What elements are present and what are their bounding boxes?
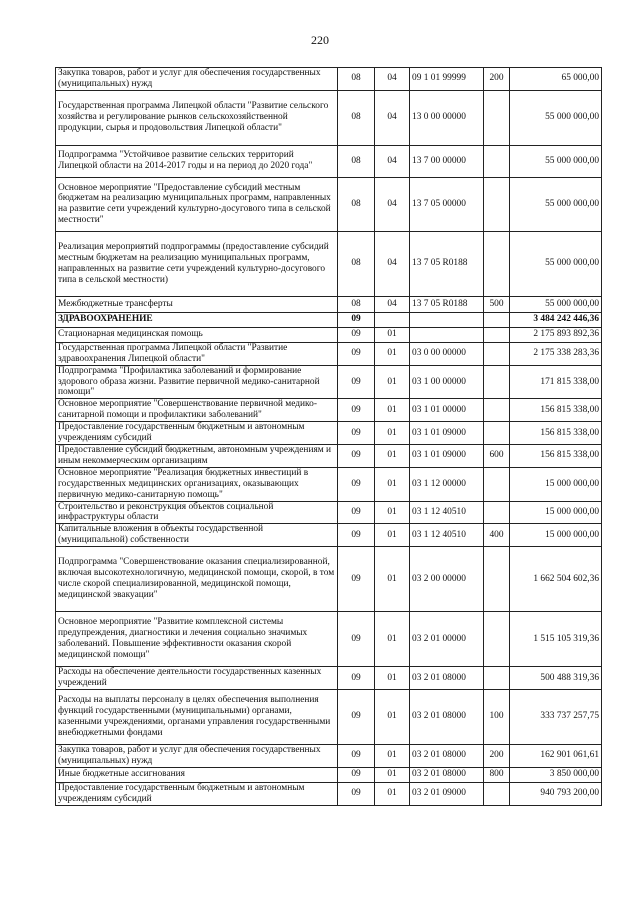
row-subsection: 04	[375, 231, 410, 296]
row-target-code: 03 2 01 00000	[410, 612, 484, 667]
row-target-code: 03 1 00 00000	[410, 365, 484, 399]
row-subsection: 01	[375, 501, 410, 524]
row-section: 08	[338, 296, 375, 312]
table-row	[56, 444, 602, 467]
row-expense-type	[484, 90, 510, 145]
row-amount: 55 000 000,00	[510, 145, 602, 177]
row-amount: 15 000 000,00	[510, 524, 602, 547]
row-section: 09	[338, 524, 375, 547]
table-row	[56, 68, 602, 91]
row-name: Закупка товаров, работ и услуг для обеспечения государственных (муниципальных) нужд	[56, 68, 338, 91]
table-row	[56, 689, 602, 744]
row-subsection: 01	[375, 767, 410, 782]
row-expense-type	[484, 667, 510, 690]
row-name: Подпрограмма "Профилактика заболеваний и формирование здорового образа жизни. Развитие первичной медико-санитарной помощи"	[56, 365, 338, 399]
row-subsection: 01	[375, 422, 410, 445]
row-name: Подпрограмма "Совершенствование оказания специализированной, включая высокотехнологичную, медицинской помощи, скорой, в том числе скорой специализированной, медицинской помощи, медицинской эвакуации"	[56, 547, 338, 612]
row-name: Предоставление государственным бюджетным и автономным учреждениям субсидий	[56, 782, 338, 805]
row-amount: 55 000 000,00	[510, 296, 602, 312]
row-subsection: 01	[375, 782, 410, 805]
row-section: 09	[338, 365, 375, 399]
table-row	[56, 612, 602, 667]
row-subsection: 04	[375, 68, 410, 91]
row-amount: 1 662 504 602,36	[510, 547, 602, 612]
table-row	[56, 90, 602, 145]
row-target-code: 13 7 05 R0188	[410, 231, 484, 296]
table-row	[56, 231, 602, 296]
row-subsection: 01	[375, 524, 410, 547]
table-row	[56, 399, 602, 422]
row-name: Расходы на обеспечение деятельности государственных казенных учреждений	[56, 667, 338, 690]
row-subsection: 01	[375, 667, 410, 690]
row-subsection: 01	[375, 327, 410, 342]
row-target-code: 03 2 01 08000	[410, 689, 484, 744]
row-name: Закупка товаров, работ и услуг для обеспечения государственных (муниципальных) нужд	[56, 744, 338, 767]
row-subsection: 04	[375, 296, 410, 312]
row-section: 08	[338, 177, 375, 231]
row-section: 09	[338, 444, 375, 467]
row-section: 09	[338, 767, 375, 782]
row-expense-type	[484, 422, 510, 445]
row-amount: 500 488 319,36	[510, 667, 602, 690]
row-section: 09	[338, 399, 375, 422]
row-section: 09	[338, 667, 375, 690]
row-target-code: 03 1 01 09000	[410, 422, 484, 445]
table-row	[56, 327, 602, 342]
row-section: 09	[338, 327, 375, 342]
page-number: 220	[311, 33, 329, 47]
row-amount: 333 737 257,75	[510, 689, 602, 744]
row-target-code: 03 1 12 40510	[410, 524, 484, 547]
row-amount: 171 815 338,00	[510, 365, 602, 399]
row-amount: 2 175 893 892,36	[510, 327, 602, 342]
table-row	[56, 501, 602, 524]
row-name: Иные бюджетные ассигнования	[56, 767, 338, 782]
row-expense-type: 200	[484, 68, 510, 91]
row-name: Подпрограмма "Устойчивое развитие сельских территорий Липецкой области на 2014-2017 годы и на период до 2020 года"	[56, 145, 338, 177]
row-amount: 15 000 000,00	[510, 467, 602, 501]
row-target-code: 03 2 00 00000	[410, 547, 484, 612]
row-section: 08	[338, 231, 375, 296]
row-section: 09	[338, 782, 375, 805]
row-expense-type	[484, 399, 510, 422]
row-target-code: 03 1 12 00000	[410, 467, 484, 501]
row-subsection: 01	[375, 365, 410, 399]
row-target-code: 13 0 00 00000	[410, 90, 484, 145]
row-expense-type: 600	[484, 444, 510, 467]
row-target-code: 03 0 00 00000	[410, 342, 484, 365]
row-expense-type: 200	[484, 744, 510, 767]
row-expense-type: 800	[484, 767, 510, 782]
row-expense-type	[484, 501, 510, 524]
row-amount: 65 000,00	[510, 68, 602, 91]
table-body	[56, 68, 602, 806]
row-target-code: 03 2 01 08000	[410, 767, 484, 782]
row-expense-type	[484, 365, 510, 399]
row-subsection: 04	[375, 90, 410, 145]
row-section: 09	[338, 547, 375, 612]
row-section: 09	[338, 342, 375, 365]
table-row	[56, 145, 602, 177]
row-expense-type	[484, 231, 510, 296]
budget-table	[55, 67, 602, 806]
row-expense-type	[484, 312, 510, 327]
row-expense-type	[484, 342, 510, 365]
row-subsection: 01	[375, 342, 410, 365]
row-subsection: 01	[375, 399, 410, 422]
table-row	[56, 744, 602, 767]
row-amount: 55 000 000,00	[510, 231, 602, 296]
row-amount: 156 815 338,00	[510, 399, 602, 422]
row-amount: 2 175 338 283,36	[510, 342, 602, 365]
row-subsection: 04	[375, 145, 410, 177]
row-amount: 1 515 105 319,36	[510, 612, 602, 667]
row-subsection: 01	[375, 547, 410, 612]
row-expense-type: 100	[484, 689, 510, 744]
row-expense-type	[484, 467, 510, 501]
table-row	[56, 296, 602, 312]
row-target-code: 13 7 05 00000	[410, 177, 484, 231]
row-section: 09	[338, 612, 375, 667]
table-row	[56, 547, 602, 612]
row-name: Капитальные вложения в объекты государственной (муниципальной) собственности	[56, 524, 338, 547]
row-name: Основное мероприятие "Предоставление субсидий местным бюджетам на реализацию муниципальных программ, направленных на развитие сети учреждений культурно-досугового типа в сельской местности"	[56, 177, 338, 231]
row-name: Предоставление субсидий бюджетным, автономным учреждениям и иным некоммерческим организациям	[56, 444, 338, 467]
row-name: Предоставление государственным бюджетным и автономным учреждениям субсидий	[56, 422, 338, 445]
table-row	[56, 422, 602, 445]
row-section: 08	[338, 90, 375, 145]
row-section: 09	[338, 501, 375, 524]
row-amount: 55 000 000,00	[510, 177, 602, 231]
row-name: Расходы на выплаты персоналу в целях обеспечения выполнения функций государственными (муниципальными) органами, казенными учреждениями, органами управления государственными внебюджетными фондами	[56, 689, 338, 744]
row-section: 09	[338, 744, 375, 767]
row-expense-type	[484, 327, 510, 342]
row-name: Основное мероприятие "Развитие комплексной системы предупреждения, диагностики и лечения социально значимых заболеваний. Повышение эффективности оказания скорой медицинской помощи"	[56, 612, 338, 667]
row-name: Основное мероприятие "Реализация бюджетных инвестиций в государственных медицинских организациях, оказывающих первичную медико-санитарную помощь"	[56, 467, 338, 501]
table-row	[56, 767, 602, 782]
row-subsection: 04	[375, 177, 410, 231]
row-expense-type: 400	[484, 524, 510, 547]
table-row	[56, 467, 602, 501]
row-target-code: 03 1 01 00000	[410, 399, 484, 422]
row-expense-type	[484, 547, 510, 612]
row-target-code: 03 2 01 08000	[410, 667, 484, 690]
row-expense-type	[484, 177, 510, 231]
row-target-code: 13 7 00 00000	[410, 145, 484, 177]
row-target-code: 09 1 01 99999	[410, 68, 484, 91]
row-target-code: 03 2 01 09000	[410, 782, 484, 805]
row-name: Межбюджетные трансферты	[56, 296, 338, 312]
row-expense-type	[484, 145, 510, 177]
row-expense-type: 500	[484, 296, 510, 312]
row-amount: 55 000 000,00	[510, 90, 602, 145]
row-target-code	[410, 312, 484, 327]
row-name: Строительство и реконструкция объектов социальной инфраструктуры области	[56, 501, 338, 524]
row-subsection: 01	[375, 744, 410, 767]
row-expense-type	[484, 782, 510, 805]
row-section: 08	[338, 145, 375, 177]
row-target-code: 03 2 01 08000	[410, 744, 484, 767]
table-row	[56, 312, 602, 327]
row-name: Реализация мероприятий подпрограммы (предоставление субсидий местным бюджетам на реализацию муниципальных программ, направленных на развитие сети учреждений культурно-досугового типа в сельской местности)	[56, 231, 338, 296]
row-amount: 3 484 242 446,36	[510, 312, 602, 327]
row-expense-type	[484, 612, 510, 667]
table-row	[56, 524, 602, 547]
row-section: 09	[338, 689, 375, 744]
row-name: Основное мероприятие "Совершенствование первичной медико-санитарной помощи и профилактики заболеваний"	[56, 399, 338, 422]
table-row	[56, 177, 602, 231]
row-subsection	[375, 312, 410, 327]
row-name: Государственная программа Липецкой области "Развитие здравоохранения Липецкой области"	[56, 342, 338, 365]
row-target-code	[410, 327, 484, 342]
row-subsection: 01	[375, 444, 410, 467]
row-subsection: 01	[375, 612, 410, 667]
row-name: ЗДРАВООХРАНЕНИЕ	[56, 312, 338, 327]
row-target-code: 13 7 05 R0188	[410, 296, 484, 312]
row-amount: 162 901 061,61	[510, 744, 602, 767]
row-subsection: 01	[375, 467, 410, 501]
row-section: 09	[338, 312, 375, 327]
table-row	[56, 782, 602, 805]
table-row	[56, 667, 602, 690]
row-subsection: 01	[375, 689, 410, 744]
row-amount: 15 000 000,00	[510, 501, 602, 524]
row-amount: 940 793 200,00	[510, 782, 602, 805]
row-section: 09	[338, 422, 375, 445]
row-name: Стационарная медицинская помощь	[56, 327, 338, 342]
row-section: 08	[338, 68, 375, 91]
row-amount: 156 815 338,00	[510, 444, 602, 467]
row-name: Государственная программа Липецкой области "Развитие сельского хозяйства и регулирование рынков сельскохозяйственной продукции, сырья и продовольствия Липецкой области"	[56, 90, 338, 145]
row-amount: 3 850 000,00	[510, 767, 602, 782]
table-row	[56, 365, 602, 399]
row-target-code: 03 1 12 40510	[410, 501, 484, 524]
table-row	[56, 342, 602, 365]
row-amount: 156 815 338,00	[510, 422, 602, 445]
row-target-code: 03 1 01 09000	[410, 444, 484, 467]
row-section: 09	[338, 467, 375, 501]
